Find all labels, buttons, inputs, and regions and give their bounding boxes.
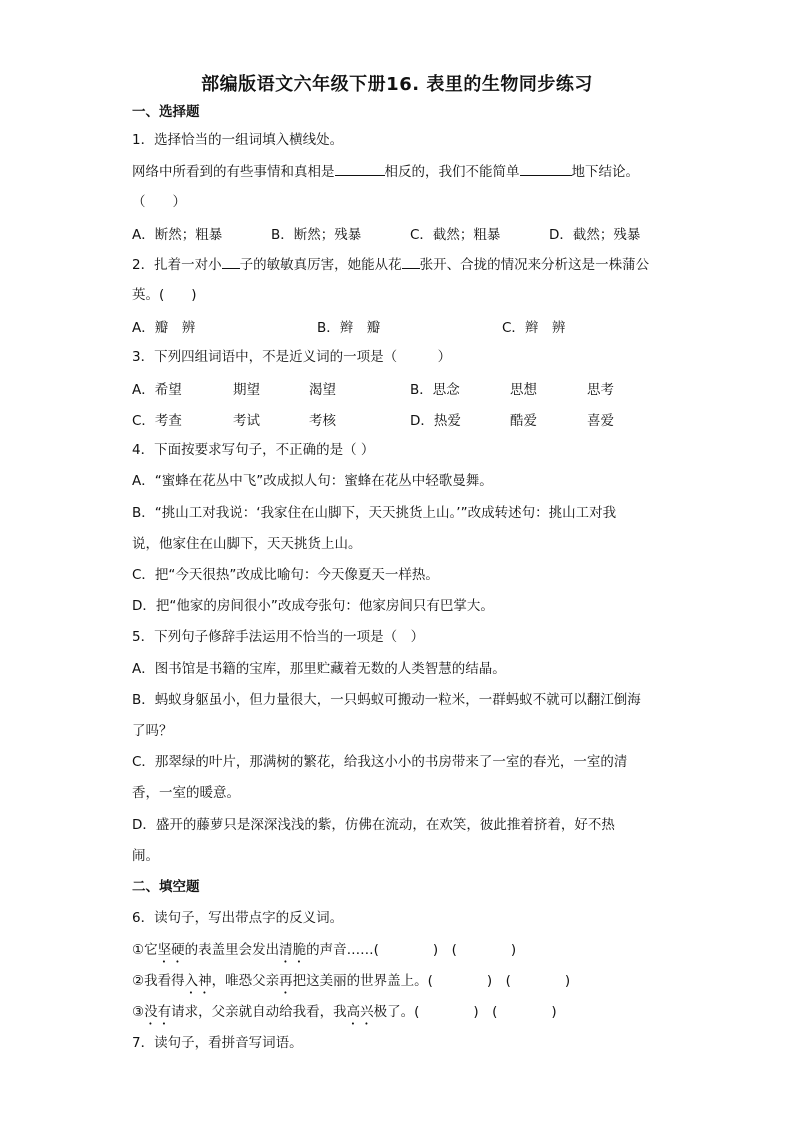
q4-option-a: A．“蜜蜂在花丛中飞”改成拟人句：蜜蜂在花丛中轻歌曼舞。	[132, 473, 493, 489]
q3-option-d-word1: D．热爱	[410, 413, 461, 429]
q4-option-b-line1: B．“挑山工对我说：‘我家住在山脚下，天天挑货上山。’”改成转述句：挑山工对我	[132, 505, 617, 521]
q6-s2-post: 把这美丽的世界盖上。( ) ( )	[292, 973, 571, 989]
q3-option-a-word2: 期望	[233, 382, 260, 398]
q1-option-c: C．截然；粗暴	[410, 227, 501, 243]
q6-sentence-3	[132, 1002, 557, 1028]
q1-answer-paren: （ ）	[132, 194, 186, 210]
q5-option-b-line2: 了吗？	[132, 723, 173, 739]
section-heading-choice: 一、选择题	[132, 104, 200, 120]
q2-option-c: C．辫 辨	[502, 320, 566, 336]
q6-s1-pre: ①它	[132, 942, 158, 958]
q2-option-a: A．瓣 辨	[132, 320, 196, 336]
q3-option-b-word3: 思考	[587, 382, 614, 398]
q5-option-d-line1: D．盛开的藤萝只是深深浅浅的紫，仿佛在流动，在欢笑，彼此推着挤着，好不热	[132, 817, 615, 833]
q2-blank-2[interactable]	[402, 254, 420, 269]
q2-stem-line1	[132, 254, 649, 275]
q2-blank-1[interactable]	[222, 254, 240, 269]
q6-s1-post: 的声音……( ) ( )	[306, 942, 517, 958]
q6-s3-pre: ③	[132, 1004, 145, 1020]
q6-sentence-2	[132, 971, 570, 997]
q6-stem: 6．读句子，写出带点字的反义词。	[132, 910, 344, 926]
q6-sentence-1	[132, 940, 516, 966]
q3-stem: 3．下列四组词语中，不是近义词的一项是（ ）	[132, 349, 452, 365]
q6-s2-pre: ②我看得	[132, 973, 185, 989]
q2-option-b: B．辫 瓣	[317, 320, 381, 336]
q3-option-d-word3: 喜爱	[587, 413, 614, 429]
q6-s2-dotted-word-2: 再	[279, 973, 293, 989]
q6-s1-dotted-word-2: 清脆	[279, 942, 307, 958]
q5-option-a: A．图书馆是书籍的宝库，那里贮藏着无数的人类智慧的结晶。	[132, 661, 506, 677]
q6-s3-mid: 请求，父亲就自动给我看，我	[171, 1004, 347, 1020]
q3-option-a-word3: 渴望	[309, 382, 336, 398]
q3-option-c-word3: 考核	[309, 413, 336, 429]
q1-stem: 1．选择恰当的一组词填入横线处。	[132, 132, 344, 148]
q1-text-a: 网络中所看到的有些事情和真相是	[132, 164, 335, 180]
q6-s1-dotted-word-1: 坚硬	[157, 942, 185, 958]
q5-option-d-line2: 闹。	[132, 848, 159, 864]
q1-option-b: B．断然；残暴	[271, 227, 362, 243]
q4-stem: 4．下面按要求写句子，不正确的是（ ）	[132, 442, 375, 458]
q6-s1-mid: 的表盖里会发出	[184, 942, 280, 958]
q6-s3-dotted-word-2: 高兴	[346, 1004, 374, 1020]
section-heading-fill: 二、填空题	[132, 879, 200, 895]
q4-option-b-line2: 说，他家住在山脚下，天天挑货上山。	[132, 536, 362, 552]
q5-option-b-line1: B．蚂蚁身躯虽小，但力量很大，一只蚂蚁可搬动一粒米，一群蚂蚁不就可以翻江倒海	[132, 692, 641, 708]
q1-option-d: D．截然；残暴	[549, 227, 641, 243]
q1-blank-2[interactable]	[520, 161, 572, 176]
q7-stem: 7．读句子，看拼音写词语。	[132, 1035, 303, 1051]
q2-text-b: 子的敏敏真厉害，她能从花	[239, 257, 402, 273]
q3-option-a-word1: A．希望	[132, 382, 182, 398]
q2-stem-line2: 英。( )	[132, 287, 197, 303]
q2-text-a: 2．扎着一对小	[132, 257, 222, 273]
page-title: 部编版语文六年级下册16. 表里的生物同步练习	[201, 74, 593, 95]
q3-option-c-word2: 考试	[233, 413, 260, 429]
q3-option-b-word2: 思想	[510, 382, 537, 398]
q3-option-d-word2: 酷爱	[510, 413, 537, 429]
q4-option-c: C．把“今天很热”改成比喻句：今天像夏天一样热。	[132, 567, 439, 583]
q1-sentence	[132, 161, 639, 182]
q2-text-c: 张开、合拢的情况来分析这是一株蒲公	[419, 257, 650, 273]
q1-blank-1[interactable]	[335, 161, 385, 176]
q3-option-c-word1: C．考查	[132, 413, 182, 429]
q5-option-c-line1: C．那翠绿的叶片，那满树的繁花，给我这小小的书房带来了一室的春光，一室的清	[132, 754, 628, 770]
q6-s3-post: 极了。( ) ( )	[373, 1004, 557, 1020]
q6-s2-mid: ，唯恐父亲	[211, 973, 280, 989]
q6-s2-dotted-word-1: 入神	[184, 973, 212, 989]
q1-text-c: 地下结论。	[571, 164, 639, 180]
q5-stem: 5．下列句子修辞手法运用不恰当的一项是（ ）	[132, 629, 425, 645]
q1-text-b: 相反的，我们不能简单	[384, 164, 520, 180]
q5-option-c-line2: 香，一室的暖意。	[132, 785, 240, 801]
q1-option-a: A．断然；粗暴	[132, 227, 223, 243]
q4-option-d: D．把“他家的房间很小”改成夸张句：他家房间只有巴掌大。	[132, 598, 494, 614]
q3-option-b-word1: B．思念	[410, 382, 460, 398]
q6-s3-dotted-word-1: 没有	[144, 1004, 172, 1020]
